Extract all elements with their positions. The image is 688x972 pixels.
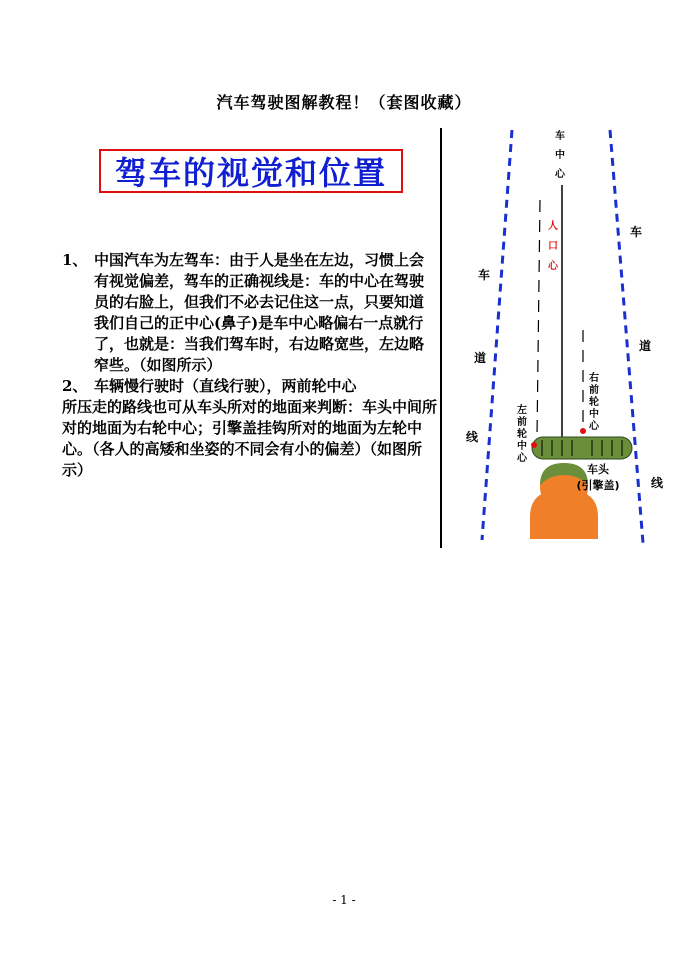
hood-label: 车头 — [587, 463, 609, 476]
item-text: 中国汽车为左驾车：由于人是坐在左边，习惯上会有视觉偏差，驾车的正确视线是：车的中心在驾驶员的右脸上，但我们不必去记住这一点，只要知道我们自己的正中心(鼻子)是车中心略偏右一点就行了，也就是：当我们驾车时，右边略宽些，左边略窄些。（如图所示） — [94, 251, 425, 374]
label-char: 心 — [589, 421, 599, 432]
label-char: 口 — [548, 241, 558, 252]
left-lane-line — [482, 130, 512, 540]
label-char: 道 — [638, 339, 652, 353]
label-char: 前 — [517, 417, 527, 428]
item-number: 2、 — [62, 377, 88, 395]
label-char: 中 — [517, 441, 527, 452]
hood-label-sub: (引擎盖) — [576, 479, 620, 492]
list-item — [62, 250, 438, 376]
label-char: 轮 — [517, 429, 527, 440]
right-wheel-label — [589, 371, 600, 432]
driving-position-diagram — [450, 125, 680, 555]
label-char: 心 — [555, 169, 565, 180]
person-center-label — [548, 219, 559, 272]
instruction-list — [62, 250, 438, 481]
label-char: 前 — [589, 385, 599, 396]
left-wheel-marker — [531, 442, 537, 448]
label-char: 轮 — [589, 397, 599, 408]
label-char: 中 — [555, 150, 565, 161]
car-center-label — [555, 129, 566, 180]
left-lane-label — [466, 267, 490, 444]
label-char: 右 — [589, 373, 599, 384]
document-title: 汽车驾驶图解教程！（套图收藏） — [216, 93, 472, 112]
item-number: 1、 — [62, 251, 88, 269]
label-char: 人 — [548, 221, 558, 232]
label-char: 心 — [548, 261, 558, 272]
label-char: 车 — [629, 225, 643, 239]
label-char: 线 — [650, 476, 664, 490]
section-banner: 驾车的视觉和位置 — [99, 149, 403, 193]
item-text-lead: 车辆慢行驶时（直线行驶），两前轮中心 — [94, 377, 357, 395]
left-wheel-label — [517, 403, 528, 464]
person-center-line — [537, 200, 540, 437]
label-char: 线 — [465, 430, 479, 444]
label-char: 车 — [555, 131, 565, 142]
car-hood — [532, 437, 632, 459]
label-char: 左 — [517, 405, 527, 416]
right-lane-label — [630, 224, 664, 490]
label-char: 车 — [477, 268, 491, 282]
item-text-rest: 所压走的路线也可从车头所对的地面来判断：车头中间所对的地面为右轮中心；引擎盖挂钩所对的地面为左轮中心。（各人的高矮和坐姿的不同会有小的偏差）（如图所示） — [62, 398, 438, 479]
right-wheel-marker — [580, 428, 586, 434]
label-char: 心 — [517, 453, 527, 464]
label-char: 道 — [473, 351, 487, 365]
column-divider — [440, 128, 442, 548]
label-char: 中 — [589, 409, 599, 420]
list-item — [62, 376, 438, 481]
page-number: - 1 - — [332, 893, 356, 907]
